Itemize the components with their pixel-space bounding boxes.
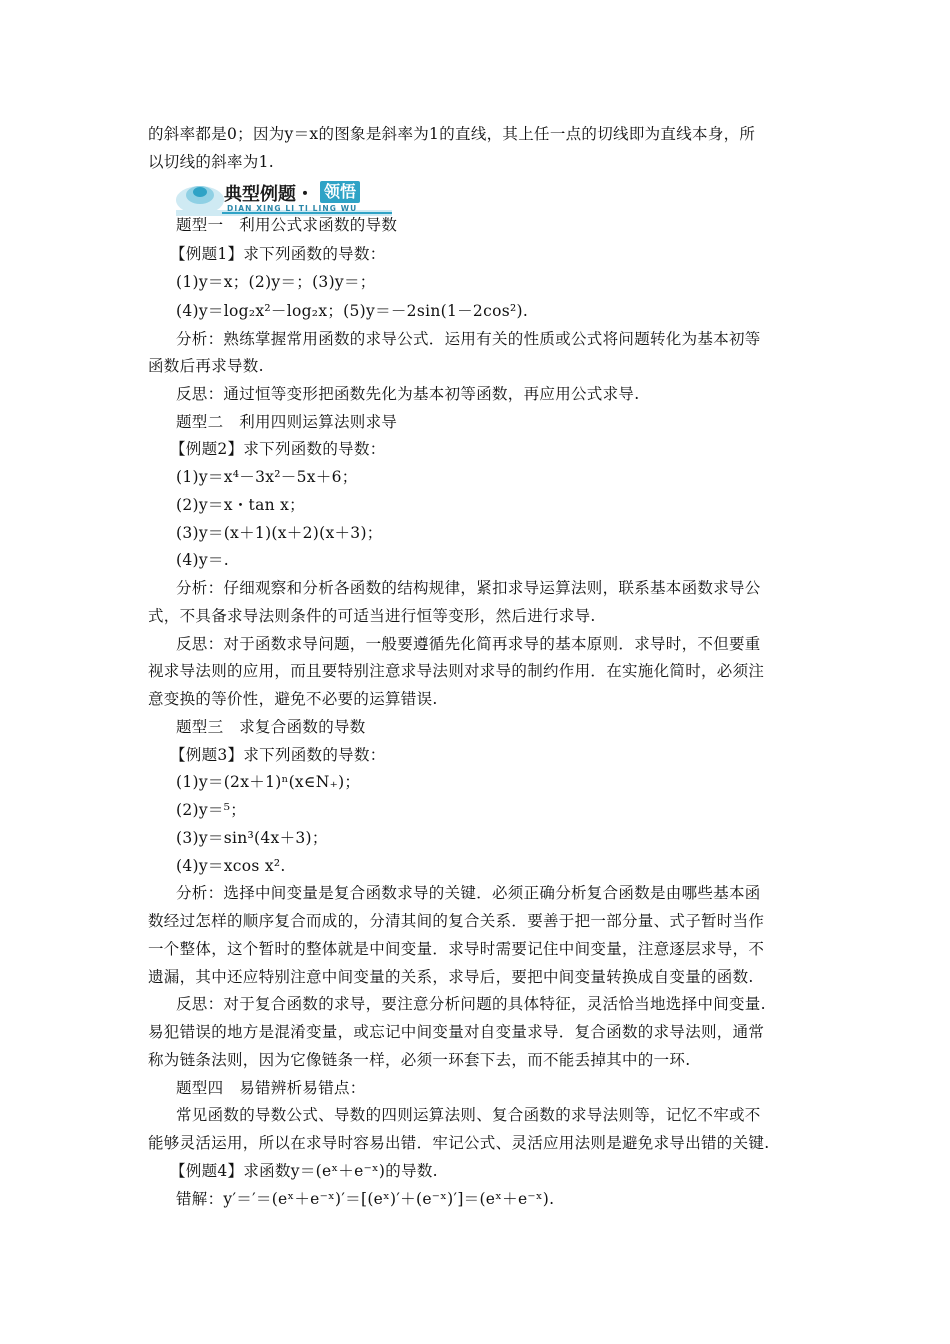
text-line: (3)y＝(x＋1)(x＋2)(x＋3)； <box>176 524 383 542</box>
text-line: (1)y＝x⁴－3x²－5x＋6； <box>176 468 358 486</box>
text-line: 错解：y′＝′＝(eˣ＋e⁻ˣ)′＝[(eˣ)′＋(e⁻ˣ)′]＝(eˣ＋e⁻ˣ). <box>176 1190 555 1208</box>
text-line: 易犯错误的地方是混淆变量，或忘记中间变量对自变量求导．复合函数的求导法则，通常 <box>148 1023 765 1041</box>
text-line: 视求导法则的应用，而且要特别注意求导法则对求导的制约作用．在实施化简时，必须注 <box>148 662 765 680</box>
text-line: (1)y＝x；(2)y＝；(3)y＝； <box>176 273 376 291</box>
section-heading: 题型四 易错辨析易错点： <box>176 1079 366 1097</box>
text-line: 反思：通过恒等变形把函数先化为基本初等函数，再应用公式求导. <box>176 385 640 403</box>
text-line: 称为链条法则，因为它像链条一样，必须一环套下去，而不能丢掉其中的一环. <box>148 1051 691 1069</box>
text-line: 函数后再求导数. <box>148 357 264 375</box>
text-line: (3)y＝sin³(4x＋3)； <box>176 829 328 847</box>
text-line: 数经过怎样的顺序复合而成的，分清其间的复合关系．要善于把一部分量、式子暂时当作 <box>148 912 765 930</box>
text-line: 分析：熟练掌握常用函数的求导公式．运用有关的性质或公式将问题转化为基本初等 <box>176 330 761 348</box>
text-line: 常见函数的导数公式、导数的四则运算法则、复合函数的求导法则等，记忆不牢或不 <box>176 1106 761 1124</box>
text-line: (2)y＝x・tan x； <box>176 496 305 514</box>
section-banner <box>172 178 394 218</box>
text-line: 分析：仔细观察和分析各函数的结构规律，紧扣求导运算法则，联系基本函数求导公 <box>176 579 761 597</box>
text-line: 式，不具备求导法则条件的可适当进行恒等变形，然后进行求导. <box>148 607 596 625</box>
text-line: (4)y＝log₂x²－log₂x；(5)y＝－2sin(1－2cos²). <box>176 302 529 320</box>
text-line: 的斜率都是0；因为y＝x的图象是斜率为1的直线，其上任一点的切线即为直线本身，所 <box>148 125 756 143</box>
example-title: 【例题3】求下列函数的导数： <box>170 746 386 764</box>
text-line: 遗漏，其中还应特别注意中间变量的关系，求导后，要把中间变量转换成自变量的函数. <box>148 968 754 986</box>
text-line: (1)y＝(2x＋1)ⁿ(x∈N₊)； <box>176 773 361 791</box>
text-line: (2)y＝⁵； <box>176 801 247 819</box>
text-line: (4)y＝. <box>176 551 229 569</box>
text-line: 分析：选择中间变量是复合函数求导的关键．必须正确分析复合函数是由哪些基本函 <box>176 884 761 902</box>
section-heading: 题型一 利用公式求函数的导数 <box>176 216 398 234</box>
banner-title: 典型例题・ <box>224 184 314 205</box>
text-line: (4)y＝xcos x². <box>176 857 286 875</box>
banner-highlight: 领悟 <box>320 181 360 203</box>
text-line: 反思：对于复合函数的求导，要注意分析问题的具体特征，灵活恰当地选择中间变量. <box>176 995 766 1013</box>
example-title: 【例题2】求下列函数的导数： <box>170 440 386 458</box>
text-line: 能够灵活运用，所以在求导时容易出错．牢记公式、灵活应用法则是避免求导出错的关键. <box>148 1134 770 1152</box>
text-line: 意变换的等价性，避免不必要的运算错误. <box>148 690 438 708</box>
example-title: 【例题4】求函数y＝(eˣ＋e⁻ˣ)的导数. <box>170 1162 438 1180</box>
banner-subtitle: DIAN XING LI TI LING WU <box>227 204 358 213</box>
text-line: 一个整体，这个暂时的整体就是中间变量．求导时需要记住中间变量，注意逐层求导，不 <box>148 940 765 958</box>
section-heading: 题型三 求复合函数的导数 <box>176 718 366 736</box>
text-line: 以切线的斜率为1. <box>148 153 274 171</box>
section-heading: 题型二 利用四则运算法则求导 <box>176 413 398 431</box>
example-title: 【例题1】求下列函数的导数： <box>170 245 386 263</box>
text-line: 反思：对于函数求导问题，一般要遵循先化简再求导的基本原则．求导时，不但要重 <box>176 635 761 653</box>
